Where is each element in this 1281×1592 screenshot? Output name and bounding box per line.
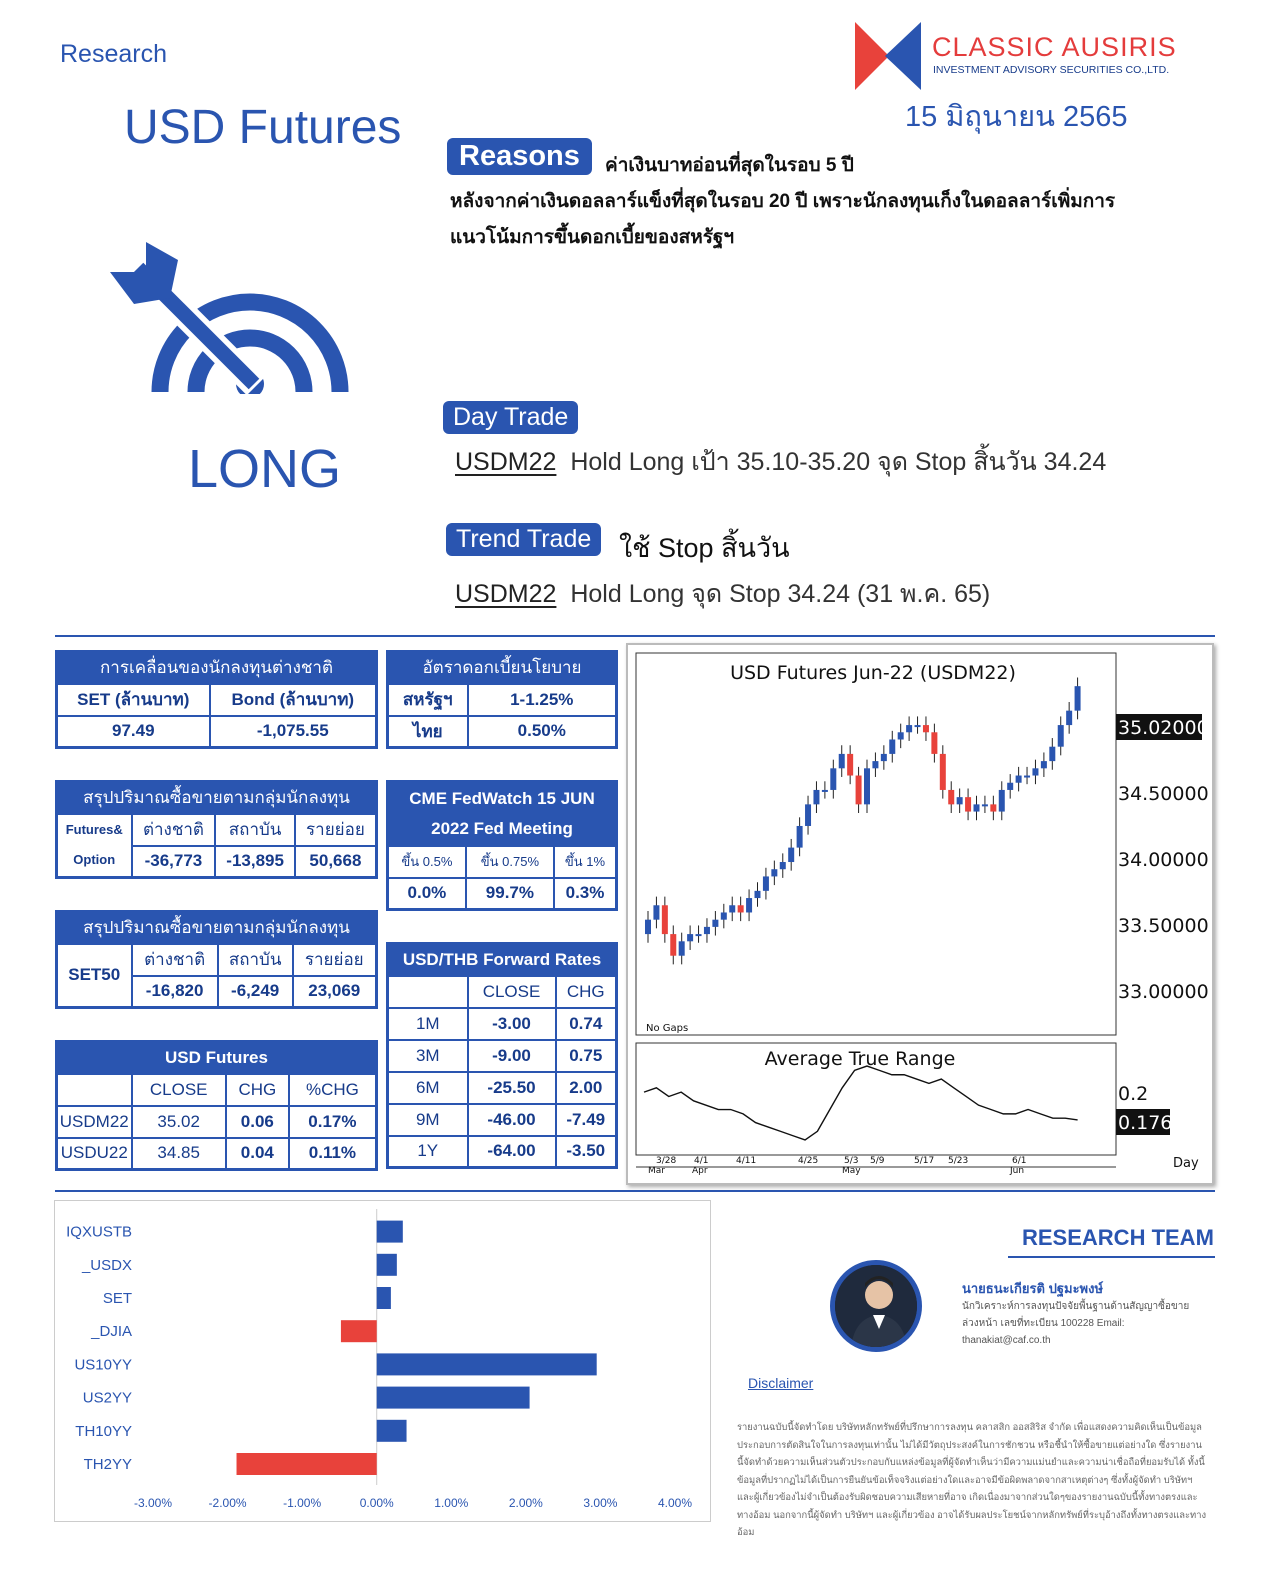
atr-line [644,1066,1078,1140]
candle-body [645,920,651,934]
table-row [388,1040,617,1072]
analyst-email: thanakiat@caf.co.th [962,1335,1051,1346]
futures-flow-table [55,780,378,879]
trend-trade-symbol: USDM22 [455,580,557,608]
forward-h1: CLOSE [468,976,556,1008]
research-team-title: RESEARCH TEAM [1022,1225,1214,1250]
candle-body [856,776,862,805]
policy-rate-us-value: 1-1.25% [468,684,617,716]
candle-body [813,790,819,804]
candle-body [704,927,710,934]
x-month: May [842,1166,861,1176]
foreign-flow-h2: Bond (ล้านบาท) [210,684,377,716]
fedwatch-h3: ขึ้น 1% [554,846,617,878]
x-tick-label: 2.00% [508,1496,543,1510]
trend-trade-note: ใช้ Stop สิ้นวัน [619,533,790,563]
reasons-badge: Reasons [447,138,592,175]
candle-body [999,790,1005,812]
usd-futures-chg: 0.04 [226,1138,289,1170]
futures-flow-h1: ต่างชาติ [132,814,216,846]
forward-chg: 2.00 [556,1072,617,1104]
foreign-flow-v1: 97.49 [57,716,210,748]
candle-body [957,797,963,804]
candle-body [1016,776,1022,783]
futures-flow-v3: 50,668 [295,846,377,878]
y-label: 33.50000 [1118,915,1209,937]
x-date: 4/25 [798,1156,819,1166]
table-row [388,1104,617,1136]
x-axis-dates [648,1156,1026,1176]
fedwatch-v2: 99.7% [466,878,554,910]
reason-line-3: แนวโน้มการขึ้นดอกเบี้ยของสหรัฐฯ [450,227,735,248]
candle-body [738,905,744,912]
candle-body [670,934,676,956]
price-chart-title: USD Futures Jun-22 (USDM22) [730,662,1016,684]
analyst-name: นายธนะเกียรติ ปฐมะพงษ์ [962,1281,1104,1296]
set50-h2: สถาบัน [218,944,293,976]
x-date: 5/9 [870,1156,885,1166]
foreign-flow-h1: SET (ล้านบาท) [57,684,210,716]
bar-category-label: US10YY [74,1356,132,1374]
forward-tenor: 3M [388,1040,468,1072]
policy-rate-th-label: ไทย [388,716,468,748]
x-month: Jun [1010,1166,1025,1176]
usd-futures-title: USD Futures [57,1042,377,1074]
policy-rate-table [386,650,618,749]
research-label: Research [60,40,167,68]
candle-body [915,725,921,727]
futures-flow-title: สรุปปริมาณซื้อขายตามกลุ่มนักลงทุน [57,782,377,814]
forward-tenor: 1M [388,1008,468,1040]
candle-body [1032,768,1038,775]
x-date: 4/1 [694,1156,709,1166]
candle-body [687,934,693,941]
x-month: Mar [648,1166,665,1176]
forward-chg: -7.49 [556,1104,617,1136]
usd-futures-close: 35.02 [132,1106,226,1138]
foreign-flow-title: การเคลื่อนของนักลงทุนต่างชาติ [57,652,377,684]
day-trade-badge: Day Trade [443,401,578,434]
candle-body [1075,686,1081,711]
bar-usdx [377,1254,397,1276]
forward-close: -25.50 [468,1072,556,1104]
research-team-underline [1008,1256,1215,1258]
bar-th2yy [237,1453,377,1475]
candle-body [872,761,878,768]
set50-v2: -6,249 [218,976,293,1008]
policy-rate-th-value: 0.50% [468,716,617,748]
bar-category-label: TH10YY [75,1422,132,1440]
candle-body [1058,725,1064,747]
candle-body [906,725,912,732]
reason-line-2: หลังจากค่าเงินดอลลาร์แข็งที่สุดในรอบ 20 ปี เพราะนักลงทุนเก็งในดอลลาร์เพิ่มการ [450,191,1116,212]
fedwatch-title-1: CME FedWatch 15 JUN [409,788,595,808]
usd-futures-chg: 0.06 [226,1106,289,1138]
fedwatch-h2: ขึ้น 0.75% [466,846,554,878]
candle-body [763,876,769,890]
atr-title: Average True Range [764,1048,956,1070]
forward-chg: 0.74 [556,1008,617,1040]
day-label: Day [1173,1156,1199,1171]
set50-h1: ต่างชาติ [132,944,218,976]
price-chart-panel [626,643,1214,1185]
divider-top [55,635,1215,637]
futures-flow-v1: -36,773 [132,846,216,878]
usd-futures-h1: CLOSE [132,1074,226,1106]
x-month: Apr [692,1166,708,1176]
candle-body [653,905,659,919]
table-row [388,1008,617,1040]
trend-trade-line [455,574,990,614]
x-date: 5/23 [948,1156,969,1166]
candle-body [662,905,668,934]
candle-body [805,804,811,826]
candle-body [780,862,786,869]
avatar-photo [835,1265,917,1347]
bar-category-label: US2YY [82,1389,132,1407]
disclaimer-title[interactable]: Disclaimer [748,1375,814,1391]
foreign-flow-v2: -1,075.55 [210,716,377,748]
futures-flow-v2: -13,895 [215,846,294,878]
usd-futures-symbol: USDM22 [57,1106,132,1138]
bar-category-label: _DJIA [91,1323,132,1341]
futures-flow-row-label-1: Futures& [65,822,123,838]
y-label: 34.00000 [1118,849,1209,871]
bar-set [377,1287,391,1309]
set50-flow-table [55,910,378,1009]
futures-flow-h2: สถาบัน [215,814,294,846]
forward-close: -3.00 [468,1008,556,1040]
candle-body [1007,783,1013,790]
candle-body [1041,761,1047,768]
divider-bottom [55,1190,1215,1192]
forward-h2: CHG [556,976,617,1008]
price-plot-frame [636,653,1116,1035]
candle-body [982,804,988,806]
candle-body [889,739,895,753]
no-gaps-label: No Gaps [646,1023,689,1034]
fedwatch-v1: 0.0% [388,878,466,910]
x-date: 5/17 [914,1156,935,1166]
candle-body [1049,747,1055,761]
candle-body [974,804,980,811]
x-tick-label: 0.00% [359,1496,394,1510]
table-row [57,1106,377,1138]
x-date: 4/11 [736,1156,757,1166]
candle-body [940,754,946,790]
day-trade-line [455,442,1106,482]
candles-group [645,678,1081,965]
trend-trade-badge: Trend Trade [446,523,601,556]
fedwatch-v3: 0.3% [554,878,617,910]
last-price-label: 35.02000 [1118,717,1209,739]
x-tick-label: -3.00% [133,1496,173,1510]
set50-v1: -16,820 [132,976,218,1008]
forward-chg: 0.75 [556,1040,617,1072]
policy-rate-title: อัตราดอกเบี้ยนโยบาย [388,652,617,684]
candle-body [898,732,904,739]
market-change-chart-panel [54,1200,711,1522]
day-trade-symbol: USDM22 [455,448,557,476]
candle-body [881,754,887,761]
page-title: USD Futures [124,101,402,154]
market-change-chart [55,1201,710,1521]
atr-label-high: 0.2 [1118,1083,1149,1105]
table-row [388,1136,617,1168]
bar-category-label: IQXUSTB [66,1223,132,1241]
forward-chg: -3.50 [556,1136,617,1168]
fedwatch-h1: ขึ้น 0.5% [388,846,466,878]
candle-body [1024,776,1030,778]
usd-futures-pct: 0.11% [289,1138,377,1170]
bar-us10yy [377,1353,597,1375]
futures-flow-h3: รายย่อย [295,814,377,846]
foreign-flow-table [55,650,378,749]
reason-line-1: ค่าเงินบาทอ่อนที่สุดในรอบ 5 ปี [605,155,854,176]
candle-body [746,898,752,912]
forward-tenor: 9M [388,1104,468,1136]
forward-tenor: 6M [388,1072,468,1104]
bar-category-label: TH2YY [83,1456,132,1473]
table-row [57,1138,377,1170]
x-date: 5/3 [844,1156,859,1166]
atr-last-label: 0.176 [1118,1112,1173,1134]
set50-h3: รายย่อย [293,944,377,976]
table-row [388,1072,617,1104]
futures-flow-row-label [57,814,132,878]
set50-flow-title: สรุปปริมาณซื้อขายตามกลุ่มนักลงทุน [57,912,377,944]
disclaimer-text: รายงานฉบับนี้จัดทำโดย บริษัทหลักทรัพย์ที่ปรึกษาการลงทุน คลาสสิก ออสสิริส จำกัด เพื่อแสดงความคิดเห็นเป็นข้อมูลประกอบการตัดสินใจในการลงทุนเท่านั้น ไม่ได้มีวัตถุประสงค์ในการชักชวน หรือชี้นำให้ซื้อขายแต่อย่างใด ซึ่งรายงานนี้จัดทำด้วยความเห็นส่วนตัวประกอบกับแหล่งข้อมูลที่ผู้จัดทำเห็นว่ามีความแม่นยำและความน่าเชื่อถือที่ยอมรับได้ ทั้งนี้ข้อมูลที่ปรากฏไม่ได้เป็นการยืนยันข้อเท็จจริงแต่อย่างใดและอาจมีข้อผิดพลาดจากสาเหตุต่างๆ ซึ่งทั้งผู้จัดทำ บริษัทฯ และผู้เกี่ยวข้องไม่จำเป็นต้องรับผิดชอบความเสียหายที่อาจ เกิดเนื่องมาจากส่วนใดๆของรายงานฉบับนี้ทั้งทางตรงและทางอ้อม นอกจากนี้ผู้จัดทำ บริษัทฯ และผู้เกี่ยวข้อง อาจได้รับผลประโยชน์จากหลักทรัพย์ที่ระบุอ้างถึงทั้งทางตรงและทางอ้อม [737,1421,1207,1537]
bar-th10yy [377,1420,407,1442]
candle-body [1066,711,1072,725]
forward-rates-table [386,942,618,1169]
x-date: 3/28 [656,1156,677,1166]
futures-flow-row-label-2: Option [73,852,116,868]
candle-body [696,934,702,936]
target-icon [108,238,352,394]
bar-category-label: SET [102,1290,132,1307]
policy-rate-us-label: สหรัฐฯ [388,684,468,716]
bar-iqxustb [377,1221,403,1243]
forward-close: -46.00 [468,1104,556,1136]
x-tick-label: 3.00% [583,1496,618,1510]
candle-body [931,732,937,754]
fedwatch-title-2: 2022 Fed Meeting [431,818,573,838]
analyst-avatar [830,1260,922,1352]
candle-body [830,768,836,790]
brand-subtitle: INVESTMENT ADVISORY SECURITIES CO.,LTD. [933,64,1170,76]
candle-body [721,912,727,919]
y-label: 34.50000 [1118,783,1209,805]
candle-body [923,725,929,732]
candle-body [679,941,685,955]
set50-v3: 23,069 [293,976,377,1008]
forward-tenor: 1Y [388,1136,468,1168]
x-date: 6/1 [1012,1156,1027,1166]
forward-title: USD/THB Forward Rates [388,944,617,976]
x-tick-label: 1.00% [434,1496,469,1510]
candle-body [948,790,954,804]
bar-us2yy [377,1387,530,1409]
usd-futures-h2: CHG [226,1074,289,1106]
report-date: 15 มิถุนายน 2565 [905,101,1128,133]
x-tick-label: 4.00% [657,1496,693,1510]
trend-trade-text: Hold Long จุด Stop 34.24 (31 พ.ค. 65) [570,580,991,608]
y-label: 33.00000 [1118,981,1209,1003]
usd-futures-symbol: USDU22 [57,1138,132,1170]
set50-row-label: SET50 [57,944,132,1008]
day-trade-text: Hold Long เป้า 35.10-35.20 จุด Stop สิ้นวัน 34.24 [570,448,1107,476]
candle-body [990,804,996,811]
forward-close: -9.00 [468,1040,556,1072]
analyst-role [962,1298,1192,1349]
candle-body [965,797,971,811]
candle-body [771,869,777,876]
usd-futures-table [55,1040,378,1171]
candle-body [729,905,735,912]
candle-body [864,768,870,804]
bar-djia [341,1320,377,1342]
candle-body [822,790,828,792]
usd-futures-h3: %CHG [289,1074,377,1106]
x-tick-label: -2.00% [208,1496,247,1510]
candle-body [797,826,803,848]
fedwatch-table [386,780,618,911]
position-label: LONG [188,439,342,499]
candle-body [847,754,853,776]
brand-logo [855,22,923,90]
analyst-role-text: นักวิเคราะห์การลงทุนปัจจัยพื้นฐานด้านสัญญาซื้อขายล่วงหน้า เลขที่ทะเบียน 100228 Email: [962,1301,1190,1329]
price-chart [628,645,1212,1183]
bar-category-label: _USDX [81,1256,132,1274]
brand-name: CLASSIC AUSIRIS [932,32,1177,62]
candle-body [839,754,845,768]
usd-futures-close: 34.85 [132,1138,226,1170]
candle-body [788,848,794,862]
candle-body [755,891,761,898]
usd-futures-pct: 0.17% [289,1106,377,1138]
x-tick-label: -1.00% [283,1496,322,1510]
forward-close: -64.00 [468,1136,556,1168]
fedwatch-title [388,782,617,846]
candle-body [712,920,718,927]
